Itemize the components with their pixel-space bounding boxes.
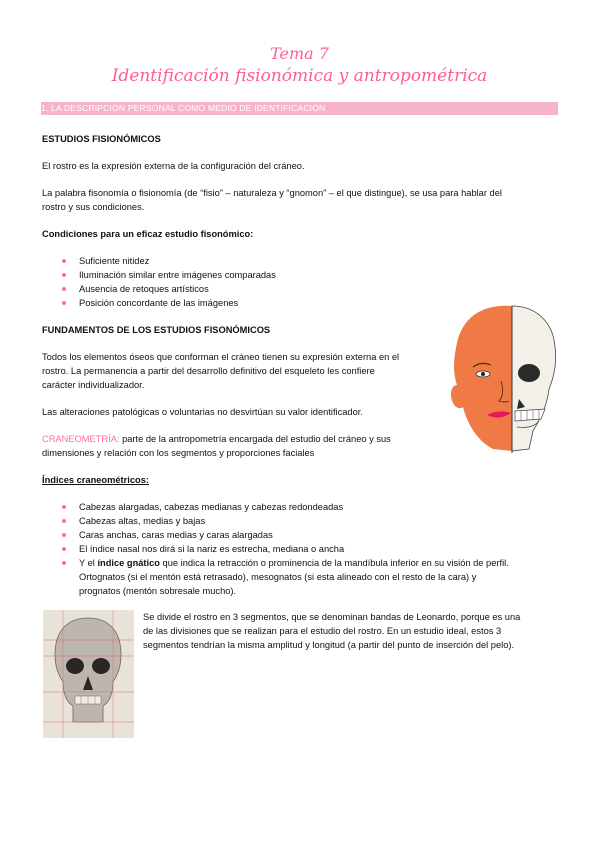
list-item: Caras anchas, caras medias y caras alargadas <box>42 528 509 542</box>
estudios-paragraph-2-line-2: rostro y sus condiciones. <box>42 202 145 212</box>
estudios-paragraph-2-line-1: La palabra fisonomía o fisionomía (de “fisio” – naturaleza y “gnomon” – el que distingue), se usa para hablar del <box>42 188 502 198</box>
face-skull-illustration <box>441 303 560 456</box>
leonardo-line-1: Se divide el rostro en 3 segmentos, que se denominan bandas de Leonardo, porque es una <box>143 612 521 622</box>
craneometria-line-1: CRANEOMETRÍA: parte de la antropometría encargada del estudio del cráneo y sus <box>42 434 391 444</box>
section-heading-label: 1. LA DESCRIPCIÓN PERSONAL COMO MEDIO DE IDENTIFICACIÓN <box>41 103 326 113</box>
bullet-icon <box>62 547 66 551</box>
list-item-continuation: prognatos (mentón sobresale mucho). <box>79 586 237 596</box>
fundamentos-paragraph-1-line-3: carácter individualizador. <box>42 380 145 390</box>
list-item: Y el índice gnático que indica la retracción o prominencia de la mandíbula inferior en su visión de perfil. <box>42 556 509 570</box>
bullet-icon <box>62 561 66 565</box>
fundamentos-paragraph-1-line-1: Todos los elementos óseos que conforman el cráneo tienen su expresión externa en el <box>42 352 400 362</box>
leonardo-line-3: segmentos tendrían la misma amplitud y longitud (a partir del punto de inserción del pelo). <box>143 640 515 650</box>
skull-bands-photo <box>43 610 134 738</box>
bullet-icon <box>62 273 66 277</box>
section-heading-bar <box>41 102 558 115</box>
list-item: Ausencia de retoques artísticos <box>42 282 276 296</box>
estudios-heading: ESTUDIOS FISIONÓMICOS <box>42 134 161 144</box>
indices-heading: Índices craneométricos: <box>42 475 149 485</box>
conditions-list <box>42 254 276 310</box>
bullet-icon <box>62 533 66 537</box>
bullet-icon <box>62 287 66 291</box>
indices-list <box>42 500 509 598</box>
list-item: Suficiente nitidez <box>42 254 276 268</box>
page-title: Tema 7 <box>270 44 329 63</box>
fundamentos-paragraph-2: Las alteraciones patológicas o voluntarias no desvirtúan su valor identificador. <box>42 407 363 417</box>
list-item: Cabezas altas, medias y bajas <box>42 514 509 528</box>
bullet-icon <box>62 259 66 263</box>
estudios-paragraph-1: El rostro es la expresión externa de la configuración del cráneo. <box>42 161 305 171</box>
leonardo-line-2: de las divisiones que se realizan para el estudio del rostro. En un estudio ideal, estos 3 <box>143 626 502 636</box>
fundamentos-paragraph-1-line-2: rostro. La permanencia a partir del desarrollo definitivo del esqueleto les confiere <box>42 366 375 376</box>
list-item: Iluminación similar entre imágenes comparadas <box>42 268 276 282</box>
craneometria-line-2: dimensiones y relación con los segmentos y proporciones faciales <box>42 448 315 458</box>
list-item: Posición concordante de las imágenes <box>42 296 276 310</box>
bullet-icon <box>62 301 66 305</box>
list-item: Cabezas alargadas, cabezas medianas y cabezas redondeadas <box>42 500 509 514</box>
craneometria-term: CRANEOMETRÍA: <box>42 434 120 444</box>
list-item: El índice nasal nos dirá si la nariz es estrecha, mediana o ancha <box>42 542 509 556</box>
bullet-icon <box>62 519 66 523</box>
page-subtitle: Identificación fisionómica y antropométrica <box>111 66 488 86</box>
conditions-heading: Condiciones para un eficaz estudio fisonómico: <box>42 229 254 239</box>
list-item-continuation: Ortognatos (si el mentón está retrasado), mesognatos (si esta alineado con el resto de la cara) y <box>79 572 477 582</box>
bullet-icon <box>62 505 66 509</box>
fundamentos-heading: FUNDAMENTOS DE LOS ESTUDIOS FISONÓMICOS <box>42 325 271 335</box>
gnatico-term: índice gnático <box>97 558 160 568</box>
